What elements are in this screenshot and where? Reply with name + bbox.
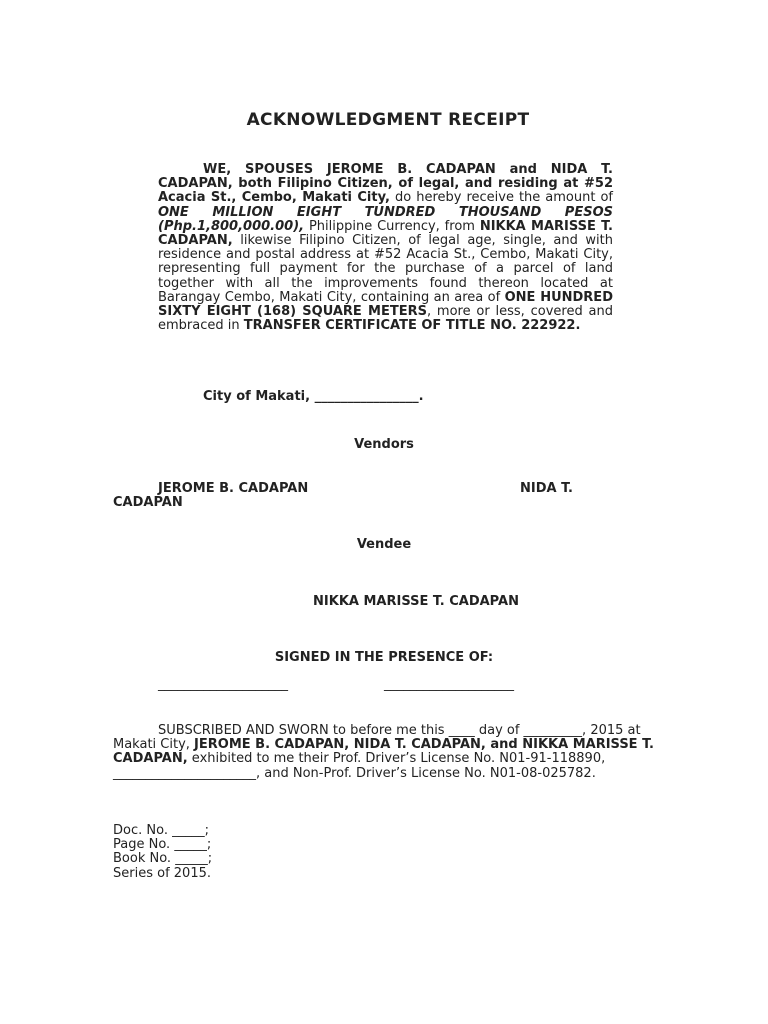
notarial-details bbox=[113, 824, 212, 881]
jurat-intro: SUBSCRIBED AND SWORN to before me this ____ day of _________, 2015 at Makati City, bbox=[113, 723, 641, 753]
vendee-name: NIKKA MARISSE T. CADAPAN bbox=[313, 594, 519, 609]
vendee-label: Vendee bbox=[356, 537, 412, 552]
currency-text: Philippine Currency, from bbox=[304, 218, 480, 234]
doc-number: Doc. No. _____; bbox=[113, 823, 209, 838]
jurat-id-text: exhibited to me their Prof. Driver’s License No. N01-91-118890, ______________________, and Non-Prof. Driver’s License No. N01-08-025782. bbox=[113, 751, 606, 781]
affiant-names: JEROME B. CADAPAN, NIDA T. CADAPAN, and NIKKA MARISSE T. CADAPAN, bbox=[113, 737, 654, 767]
series-year: Series of 2015. bbox=[113, 865, 211, 881]
page-number: Page No. _____; bbox=[113, 837, 212, 853]
receivers-statement: WE, SPOUSES JEROME B. CADAPAN and NIDA T. CADAPAN, both Filipino Citizen, of legal, and residing at #52 Acacia St., Cembo, Makati City, bbox=[158, 162, 613, 206]
coverage-text: , more or less, covered and embraced in bbox=[158, 304, 613, 334]
vendor-name-1: JEROME B. CADAPAN bbox=[158, 481, 309, 496]
place-and-date: City of Makati, ________________. bbox=[203, 389, 424, 404]
witness-signature-line-1: ____________________ bbox=[158, 677, 288, 692]
vendor-name-2-first-line: NIDA T. bbox=[520, 481, 573, 496]
vendor-name-2-second-line: CADAPAN bbox=[113, 495, 183, 510]
witness-signature-line-2: ____________________ bbox=[384, 677, 514, 692]
receipt-body-paragraph bbox=[158, 163, 613, 333]
vendors-label: Vendors bbox=[354, 437, 414, 452]
payer-name: NIKKA MARISSE T. CADAPAN, bbox=[158, 218, 613, 249]
book-number: Book No. _____; bbox=[113, 851, 213, 867]
document-title: ACKNOWLEDGMENT RECEIPT bbox=[246, 110, 530, 130]
witness-heading: SIGNED IN THE PRESENCE OF: bbox=[274, 650, 494, 665]
title-certificate: TRANSFER CERTIFICATE OF TITLE NO. 222922. bbox=[243, 318, 581, 334]
area-measurement: ONE HUNDRED SIXTY EIGHT (168) SQUARE METERS bbox=[158, 289, 613, 320]
jurat-paragraph bbox=[113, 724, 658, 781]
receive-text: do hereby receive the amount of bbox=[390, 190, 613, 206]
amount-in-words: ONE MILLION EIGHT TUNDRED THOUSAND PESOS (Php.1,800,000.00), bbox=[158, 204, 613, 234]
property-description: likewise Filipino Citizen, of legal age, single, and with residence and postal address at #52 Acacia St., Cembo, Makati City, representing full payment for the purchase of a parcel of land together with all the improvements found thereon located at Barangay Cembo, Makati City, containing an area of bbox=[158, 233, 613, 305]
